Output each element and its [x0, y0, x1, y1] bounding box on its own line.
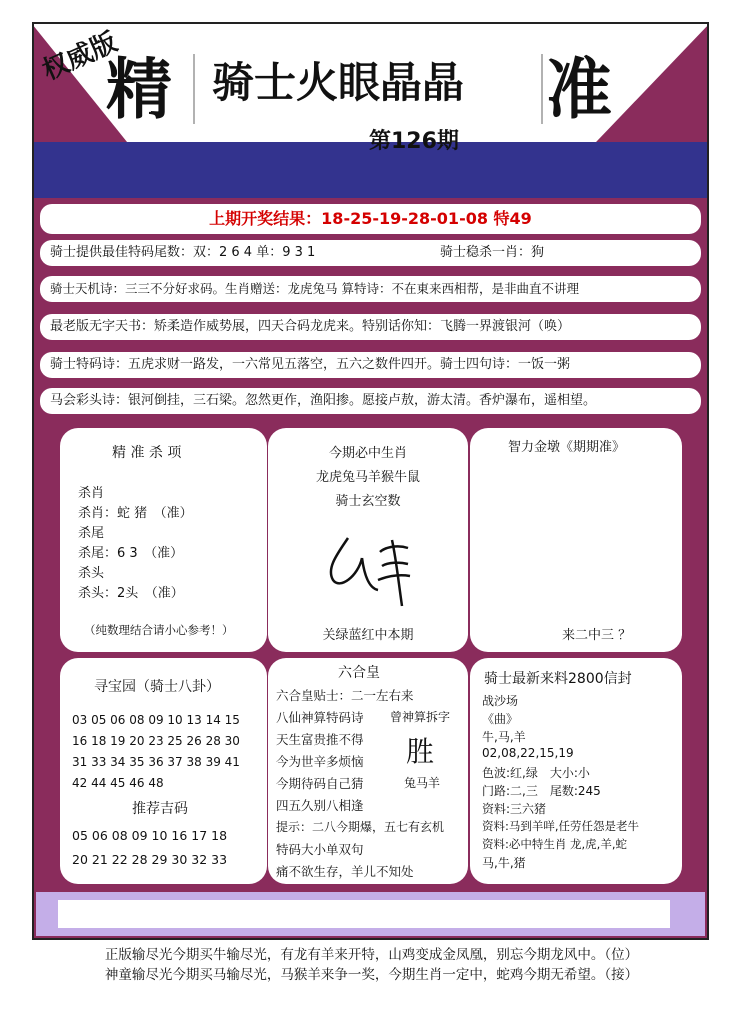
kill-line: 杀尾 [78, 526, 105, 541]
liuhe-side-char: 胜 [406, 735, 435, 768]
liuhe-line: 特码大小单双句 [276, 842, 364, 857]
row-special-poem: 骑士特码诗：五虎求财一路发，一六常见五落空，五六之数件四开。骑士四句诗：一饭一粥 [40, 352, 701, 378]
kill-line: 杀头 [78, 566, 105, 581]
header-badge: 权威版 [38, 27, 122, 87]
issue-number: 第126期 [369, 129, 459, 154]
number-row: 20 21 22 28 29 30 32 33 [72, 852, 228, 867]
footer-line: 正版输尽光今期买牛输尽光，有龙有羊来开特，山鸡变成金凤凰，别忘今期龙风中。（位） [104, 947, 639, 963]
liuhe-line: 八仙神算特码诗 [276, 710, 364, 725]
kill-line: 杀肖 [78, 486, 105, 501]
liuhe-line: 四五久别八相逢 [276, 798, 364, 813]
handwritten-glyph [318, 518, 428, 614]
wisdom-title: 智力金墩《期期准》 [508, 440, 626, 455]
number-row: 03 05 06 08 09 10 13 14 15 [72, 713, 240, 727]
header-left-char: 精 [106, 50, 172, 128]
wisdom-bottom: 来二中三 ？ [562, 628, 632, 643]
knight-title: 骑士最新来料2800信封 [484, 671, 632, 687]
wisdom-box [470, 428, 682, 652]
bottom-bar [36, 892, 705, 936]
number-row: 16 18 19 20 23 25 26 28 30 [72, 734, 240, 748]
treasure-subtitle: 推荐吉码 [132, 801, 188, 817]
knight-line: 马,牛,猪 [482, 856, 526, 870]
knight-line: 资料:必中特生肖 龙,虎,羊,蛇 [482, 837, 627, 851]
liuhe-line: 天生富贵推不得 [276, 732, 364, 747]
row-poem: 骑士天机诗：三三不分好求码。生肖赠送：龙虎兔马 算特诗：不在東来西相帮，是非曲直不讲理 [40, 276, 701, 302]
liuhe-side-title: 曾神算拆字 [390, 710, 451, 724]
knight-line: 资料:马到羊咩,任劳任怨是老牛 [482, 819, 640, 833]
kill-note: （纯数理结合请小心参考！） [84, 623, 234, 637]
liuhe-side-sub: 兔马羊 [404, 776, 441, 790]
page-frame [32, 22, 709, 940]
row-horse-poem: 马会彩头诗：银河倒挂，三石梁。忽然更作，渔阳掺。愿接卢敖，游太清。香炉瀑布，遥相望。 [40, 388, 701, 414]
row-book: 最老版无字天书：矫柔造作威势展，四天合码龙虎来。特别话你知：飞腾一界渡银河（唤） [40, 314, 701, 340]
header-title: 骑士火眼晶晶 [212, 58, 465, 107]
lucky-numbers [72, 824, 227, 872]
number-row: 31 33 34 35 36 37 38 39 41 [72, 755, 240, 769]
knight-line: 《曲》 [482, 712, 519, 726]
liuhe-line: 提示：二八今期爆，五七有玄机 [276, 820, 445, 834]
treasure-box [60, 658, 267, 884]
row-text-kill: 骑士稳杀一肖：狗 [440, 245, 545, 260]
number-row: 05 06 08 09 10 16 17 18 [72, 828, 228, 843]
knight-line: 门路:二,三 尾数:245 [482, 784, 601, 798]
header-right-char: 准 [546, 50, 612, 128]
treasure-title: 寻宝园（骑士八卦） [94, 679, 220, 695]
kill-line: 杀头：2头 （准） [78, 586, 184, 601]
footer-line: 神童输尽光今期买马输尽光，马猴羊来争一奖，今期生肖一定中，蛇鸡今期无希望。（接） [104, 967, 639, 983]
kill-title: 精 准 杀 项 [112, 445, 182, 461]
zodiac-line: 龙虎兔马羊猴牛鼠 [315, 470, 420, 485]
kill-box [60, 428, 267, 652]
bottom-bar-inner [58, 900, 670, 928]
footer [0, 945, 743, 985]
knight-line: 资料:三六猪 [482, 802, 547, 816]
knight-line: 02,08,22,15,19 [482, 746, 574, 760]
zodiac-bottom: 关绿蓝红中本期 [322, 628, 414, 643]
knight-line: 战沙场 [482, 694, 519, 708]
knight-line: 色波:红,绿 大小:小 [482, 766, 590, 780]
liuhe-line: 六合皇贴士：二一左右来 [276, 688, 414, 703]
kill-line: 杀肖：蛇 猪 （准） [78, 506, 193, 521]
liuhe-line: 痛不欲生存，羊儿不知处 [276, 864, 414, 879]
knight-box [470, 658, 682, 884]
zodiac-line: 今期必中生肖 [328, 446, 407, 461]
zodiac-box [268, 428, 468, 652]
liuhe-line: 今为世辛多烦恼 [276, 754, 364, 769]
last-result: 上期开奖结果：18-25-19-28-01-08 特49 [40, 204, 701, 234]
liuhe-title: 六合皇 [338, 665, 380, 681]
kill-line: 杀尾：6 3 （准） [78, 546, 184, 561]
knight-line: 牛,马,羊 [482, 730, 526, 744]
number-row: 42 44 45 46 48 [72, 776, 164, 790]
liuhe-line: 今期待码自己猜 [276, 776, 364, 791]
row-tail-numbers [40, 240, 701, 266]
zodiac-line: 骑士玄空数 [335, 494, 401, 509]
liuhe-box [268, 658, 468, 884]
treasure-numbers [72, 710, 240, 794]
row-text: 骑士提供最佳特码尾数：双：2 6 4 单：9 3 1 [50, 245, 316, 260]
